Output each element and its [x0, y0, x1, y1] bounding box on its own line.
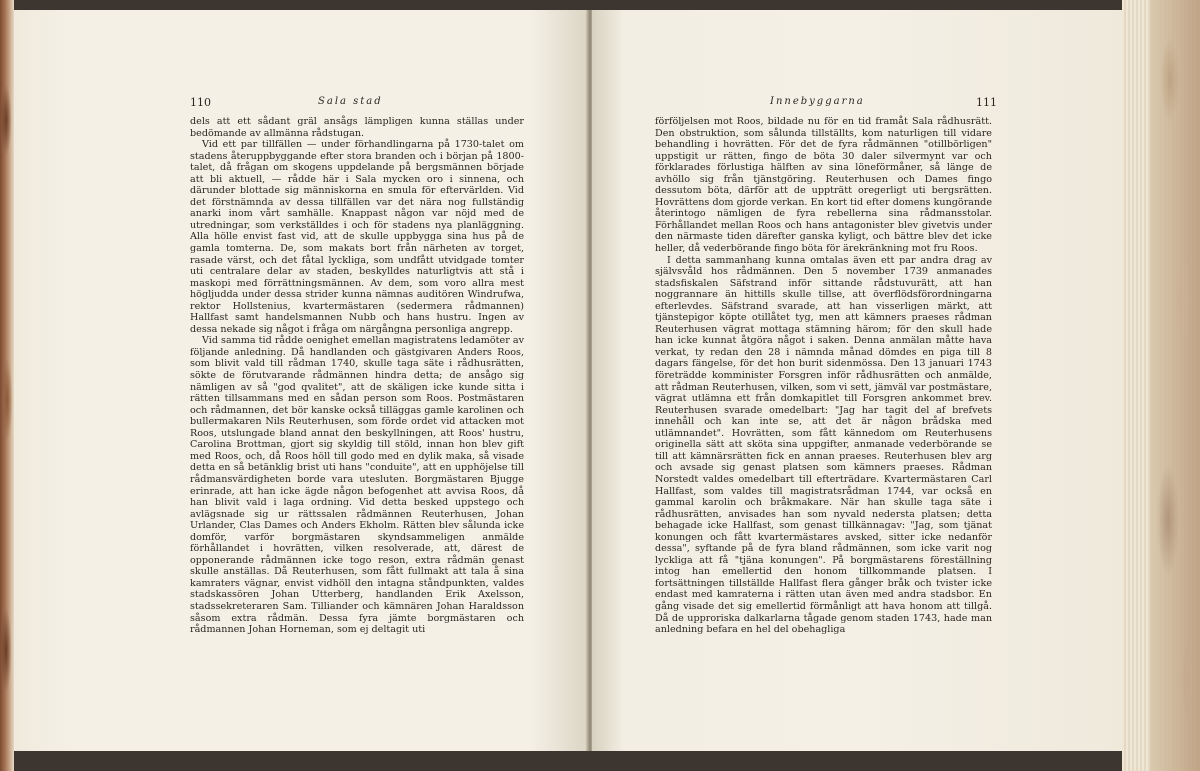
left-page-number: 110 — [190, 96, 211, 109]
right-running-head: Innebyggarna — [770, 96, 865, 107]
paragraph: förföljelsen mot Roos, bildade nu för en tid framåt Sala rådhusrätt. Den obstruktion, som sålunda tillställts, kom naturligen till vidare behandling i hovrätten. För det de fyra rådmännen "otillbörligen" uppstigit ur rätten, fingo de böta 30 daler silvermynt var och förklarades förlustiga hälften av sina löneförmåner, så länge de avhöllo sig från tjänstgöring. Reuterhusen och Dames fingo dessutom böta, därför att de uppträtt oregerligt uti bergsrätten. Hovrättens dom gjorde verkan. En kort tid efter domens kungörande återintogo nämligen de fyra rebellerna sina rådmansstolar. Förhållandet mellan Roos och hans antagonister blev givetvis under den närmaste tiden därefter ganska kyligt, och bättre blev det icke heller, då vederbörande fingo böta för ärekränkning mot fru Roos. — [655, 116, 992, 255]
right-page-body — [655, 116, 992, 636]
right-page-number: 111 — [976, 96, 997, 109]
left-page-body — [190, 116, 524, 636]
right-marbled-edge — [1150, 0, 1200, 771]
left-running-head: Sala stad — [318, 96, 383, 107]
paragraph: dels att ett sådant gräl ansågs lämpligen kunna ställas under bedömande av allmänna rådstugan. — [190, 116, 524, 139]
left-marbled-edge — [0, 0, 14, 771]
paragraph: Vid ett par tillfällen — under förhandlingarna på 1730-talet om stadens återuppbyggande efter stora branden och i början på 1800-talet, då frågan om skogens uppdelande på bergsmännen började att bli aktuell, — rådde här i Sala mycken oro i sinnena, och därunder blottade sig människorna en smula för eftervärlden. Vid det förstnämnda av dessa tillfällen var det nära nog fullständig anarki inom vårt samhälle. Knappast någon var nöjd med de utredningar, som verkställdes i och för stadens nya planläggning. Alla hölle envist fast vid, att de skulle uppbygga sina hus på de gamla tomterna. De, som makats bort från närheten av torget, rasade värst, och det fåtal lyckliga, som undfått utvidgade tomter uti centralare delar av staden, beskylldes naturligtvis att stå i maskopi med förrättningsmännen. Av dem, som voro allra mest högljudda under dessa strider kunna nämnas auditören Windrufwa, rektor Hollstenius, kvartermästaren (sedermera rådmannen) Hallfast samt handelsmannen Nubb och hans hustru. Ingen av dessa nekade sig något i fråga om närgångna personliga angrepp. — [190, 139, 524, 335]
paragraph: Vid samma tid rådde oenighet emellan magistratens ledamöter av följande anledning. Då handlanden och gästgivaren Anders Roos, som blivit vald till rådman 1740, skulle taga säte i rådhusrätten, sökte de förutvarande rådmännen hindra detta; de ansågo sig nämligen av så "god qvalitet", att de skäligen icke kunde sitta i rätten tillsammans med en sådan person som Roos. Postmästaren och rådmannen, det bör kanske också tilläggas gamle karolinen och bullermakaren Nils Reuterhusen, som förde ordet vid attacken mot Roos, utslungade bland annat den beskyllningen, att Roos' hustru, Carolina Brottman, gjort sig skyldig till stöld, innan hon blev gift med Roos, och, då Roos höll till godo med en dylik maka, så visade detta en så betänklig brist uti hans "conduite", att en upphöjelse till rådmansvärdigheten borde vara utesluten. Borgmästaren Bjugge erinrade, att han icke ägde någon befogenhet att avvisa Roos, då han blivit vald i laga ordning. Vid detta besked uppstego och avlägsnade sig ur rättssalen rådmännen Reuterhusen, Johan Urlander, Clas Dames och Anders Ekholm. Rätten blev sålunda icke domför, varför borgmästaren skyndsammeligen anmälde förhållandet i hovrätten, vilken resolverade, att, därest de opponerande rådmännen icke togo reson, extra rådmän genast skulle anställas. Då Reuterhusen, som fått fullmakt att tala å sina kamraters vägnar, envist vidhöll den intagna ståndpunkten, valdes stadskassören Johan Utterberg, handlanden Erik Axelsson, stadssekreteraren Sam. Tilliander och kämnären Johan Haraldsson såsom extra rådmän. Dessa fyra jämte borgmästaren och rådmannen Johan Horneman, som ej deltagit uti — [190, 335, 524, 636]
paragraph: I detta sammanhang kunna omtalas även ett par andra drag av självsvåld hos rådmännen. Den 5 november 1739 anmanades stadsfiskalen Säfstrand inför sittande rådstuvurätt, att han noggrannare än hittills skulle tillse, att överflödsförordningarna efterlevdes. Säfstrand svarade, att han visserligen märkt, att tjänstepigor köpte otillåtet tyg, men att kämners praeses rådman Reuterhusen vägrat mottaga stämning härom; för den skull hade han icke kunnat åtgöra något i saken. Denna anmälan måtte hava verkat, ty redan den 28 i nämnda månad dömdes en piga till 8 dagars fängelse, för det hon burit sidenmössa. Den 13 januari 1743 företrädde komminister Forsgren inför rådhusrätten och anmälde, att rådman Reuterhusen, vilken, som vi sett, jämväl var postmästare, vägrat utlämna ett från domkapitlet till Forsgren ankommet brev. Reuterhusen svarade omedelbart: "Jag har tagit del af brefvets innehåll och kan inte se, att det är någon brådska med utlämnandet". Hovrätten, som fått kännedom om Reuterhusens originella sätt att sköta sina uppgifter, anmanade vederbörande se till att kämnärsrätten fick en annan praeses. Reuterhusen blev arg och avsade sig genast platsen som kämners praeses. Rådman Norstedt valdes omedelbart till efterträdare. Kvartermästaren Carl Hallfast, som valdes till magistratsrådman 1744, var också en gammal karolin och bråkmakare. När han skulle taga säte i rådhusrätten, anvisades han som nyvald nedersta platsen; detta behagade icke Hallfast, som genast tillkännagav: "Jag, som tjänat konungen och fått kvartermästares avsked, sitter icke nedanför dessa", syftande på de fyra bland rådmännen, som icke varit nog lyckliga att få "tjäna konungen". På borgmästarens föreställning intog han emellertid den honom tillkommande platsen. I fortsättningen tillställde Hallfast flera gånger bråk och tvister icke endast med kamraterna i rätten utan även med andra stadsbor. En gång visade det sig emellertid förmånligt att hava honom att tillgå. Då de upproriska dalkarlarna tågade genom staden 1743, hade man anledning befara en hel del obehagliga — [655, 254, 992, 636]
